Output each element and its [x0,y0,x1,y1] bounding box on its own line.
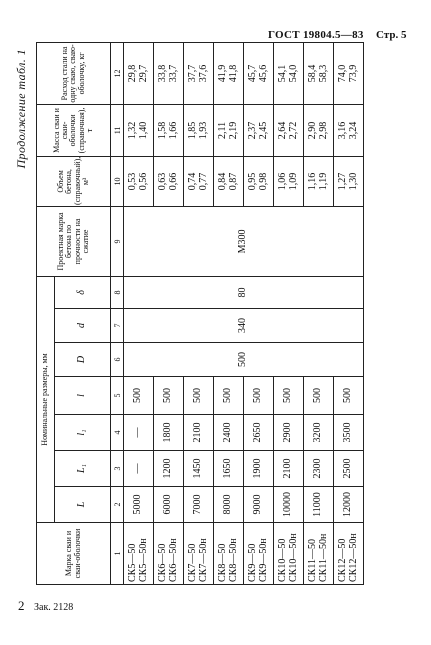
length-l1-cell: — [124,415,154,451]
brand-cell-line: СК6—50н [167,538,179,582]
steel-cell [184,42,214,104]
concrete-volume-cell-line: 0,95 [247,172,258,191]
brand-cell [124,523,154,585]
length-l1-cell: 1800 [154,415,184,451]
steel-cell-line: 29,8 [127,64,138,83]
concrete-volume-cell-line: 1,09 [287,172,299,191]
length-L-cell: 9000 [244,487,274,523]
length-L1-cell: 2100 [274,451,304,487]
col-mass-header: Масса сваи и сваи-оболочки (справочная), т [37,104,111,156]
mass-cell [274,104,304,156]
length-l-cell: 500 [304,377,334,415]
col-d-header: d [55,309,111,343]
steel-cell-line: 54,0 [287,64,299,83]
length-l-cell: 500 [184,377,214,415]
brand-cell-line: СК8—50н [227,538,239,582]
mass-cell-line: 2,64 [277,121,288,140]
steel-cell-line: 74,0 [337,64,348,83]
length-L-cell: 5000 [124,487,154,523]
steel-cell [214,42,244,104]
mass-cell [334,104,364,156]
diameter-d-cell: 340 [124,309,364,343]
steel-cell [304,42,334,104]
steel-cell-line: 33,7 [167,64,179,83]
brand-cell-line: СК11—50н [317,533,329,582]
thickness-delta-cell: 80 [124,276,364,308]
length-l1-cell: 2650 [244,415,274,451]
length-L-cell: 12000 [334,487,364,523]
length-L-cell: 10000 [274,487,304,523]
length-l-cell: 500 [334,377,364,415]
col-brand-header: Марка сваи и сваи-оболочки [37,523,111,585]
concrete-volume-cell [154,156,184,206]
col-number: 2 [111,487,124,523]
mass-cell [154,104,184,156]
brand-cell-line: СК5—50 [127,543,138,582]
mass-cell [184,104,214,156]
steel-cell-line: 54,1 [277,64,288,83]
brand-cell [334,523,364,585]
brand-cell-line: СК6—50 [157,543,168,582]
mass-cell-line: 1,93 [197,121,209,140]
col-number: 3 [111,451,124,487]
length-L1-cell: 2500 [334,451,364,487]
brand-cell-line: СК5—50н [137,538,149,582]
steel-cell-line: 58,4 [307,64,318,83]
brand-cell-line: СК11—50 [307,539,318,582]
length-L-cell: 7000 [184,487,214,523]
steel-cell [274,42,304,104]
length-L-cell: 8000 [214,487,244,523]
brand-cell-line: СК7—50н [197,538,209,582]
concrete-volume-cell [244,156,274,206]
mass-cell-line: 1,66 [167,121,179,140]
nominal-sizes-header: Номинальные размеры, мм [37,276,55,522]
page-label: Стр. 5 [376,29,407,41]
concrete-volume-cell-line: 0,53 [127,172,138,191]
mass-cell-line: 2,37 [247,121,258,140]
mass-cell-line: 3,16 [337,121,348,140]
concrete-volume-cell-line: 0,77 [197,172,209,191]
concrete-volume-cell-line: 1,27 [337,172,348,191]
col-number: 5 [111,377,124,415]
length-L1-cell: 1900 [244,451,274,487]
col-number: 10 [111,156,124,206]
col-number: 1 [111,523,124,585]
concrete-volume-cell-line: 1,16 [307,172,318,191]
length-L1-cell: 1200 [154,451,184,487]
length-l1-cell: 2900 [274,415,304,451]
brand-cell-line: СК9—50н [257,538,269,582]
length-l1-cell: 3200 [304,415,334,451]
mass-cell-line: 1,40 [137,121,149,140]
steel-cell-line: 37,7 [187,64,198,83]
col-number: 11 [111,104,124,156]
brand-cell-line: СК9—50 [247,543,258,582]
concrete-volume-cell-line: 0,66 [167,172,179,191]
concrete-volume-cell [184,156,214,206]
col-grade-header: Проектная марка бетона по прочности на сжатие [37,206,111,276]
col-volume-header: Объем бетона, (справочный), м³ [37,156,111,206]
steel-cell-line: 37,6 [197,64,209,83]
concrete-volume-cell [274,156,304,206]
steel-cell-line: 29,7 [137,64,149,83]
standard-code: ГОСТ 19804.5—83 [268,29,364,41]
col-number: 7 [111,309,124,343]
brand-cell-line: СК10—50н [287,533,299,582]
concrete-volume-cell [334,156,364,206]
length-L1-cell: 1450 [184,451,214,487]
col-delta-header: δ [55,276,111,308]
concrete-volume-cell [124,156,154,206]
length-l-cell: 500 [244,377,274,415]
mass-cell [124,104,154,156]
col-steel-header: Расход стали на одну сваю, сваю-оболочку, кг [37,42,111,104]
rotated-table-area [14,43,417,585]
length-L1-cell: 1650 [214,451,244,487]
concrete-volume-cell-line: 0,74 [187,172,198,191]
concrete-volume-cell-line: 1,30 [347,172,359,191]
brand-cell-line: СК12—50н [347,533,359,582]
col-number: 4 [111,415,124,451]
brand-cell [274,523,304,585]
table-caption: Продолжение табл. 1 [14,49,28,169]
brand-cell-line: СК7—50 [187,543,198,582]
brand-cell-line: СК8—50 [217,543,228,582]
concrete-volume-cell-line: 1,06 [277,172,288,191]
length-l-cell: 500 [274,377,304,415]
concrete-volume-cell-line: 0,87 [227,172,239,191]
length-L-cell: 6000 [154,487,184,523]
steel-cell [124,42,154,104]
brand-cell [184,523,214,585]
mass-cell-line: 1,32 [127,121,138,140]
mass-cell-line: 3,24 [347,121,359,140]
concrete-volume-cell [304,156,334,206]
concrete-grade-cell: М300 [124,206,364,276]
brand-cell [244,523,274,585]
concrete-volume-cell-line: 0,56 [137,172,149,191]
col-number: 9 [111,206,124,276]
steel-cell [244,42,274,104]
steel-cell-line: 45,7 [247,64,258,83]
steel-cell [154,42,184,104]
length-l1-cell: 3500 [334,415,364,451]
length-l1-cell: 2100 [184,415,214,451]
length-L1-cell: 2300 [304,451,334,487]
brand-cell [214,523,244,585]
mass-cell-line: 2,45 [257,121,269,140]
concrete-volume-cell-line: 0,98 [257,172,269,191]
mass-cell [244,104,274,156]
mass-cell-line: 2,98 [317,121,329,140]
mass-cell-line: 2,90 [307,121,318,140]
length-L1-cell: — [124,451,154,487]
steel-cell-line: 45,6 [257,64,269,83]
concrete-volume-cell [214,156,244,206]
steel-cell [334,42,364,104]
length-l-cell: 500 [214,377,244,415]
table-row [124,42,154,584]
brand-cell-line: СК10—50 [277,538,288,582]
mass-cell-line: 2,72 [287,121,299,140]
mass-cell-line: 1,58 [157,121,168,140]
order-number: Зак. 2128 [34,602,74,613]
steel-cell-line: 41,8 [227,64,239,83]
concrete-volume-cell-line: 1,19 [317,172,329,191]
steel-cell-line: 33,8 [157,64,168,83]
mass-cell [214,104,244,156]
piles-table [36,42,364,585]
length-l-cell: 500 [124,377,154,415]
steel-cell-line: 58,3 [317,64,329,83]
mass-cell-line: 2,11 [217,121,228,140]
length-l-cell: 500 [154,377,184,415]
col-number: 8 [111,276,124,308]
steel-cell-line: 73,9 [347,64,359,83]
length-L-cell: 11000 [304,487,334,523]
col-number: 6 [111,343,124,377]
page-number: 2 [18,598,25,613]
mass-cell-line: 1,85 [187,121,198,140]
diameter-D-cell: 500 [124,343,364,377]
col-L1-header: L₁ [55,451,111,487]
brand-cell [304,523,334,585]
concrete-volume-cell-line: 0,63 [157,172,168,191]
col-l-header: l [55,377,111,415]
length-l1-cell: 2400 [214,415,244,451]
mass-cell [304,104,334,156]
col-l1-header: l₁ [55,415,111,451]
steel-cell-line: 41,9 [217,64,228,83]
concrete-volume-cell-line: 0,84 [217,172,228,191]
col-number: 12 [111,42,124,104]
col-L-header: L [55,487,111,523]
mass-cell-line: 2,19 [227,121,239,140]
brand-cell [154,523,184,585]
brand-cell-line: СК12—50 [337,538,348,582]
col-D-header: D [55,343,111,377]
